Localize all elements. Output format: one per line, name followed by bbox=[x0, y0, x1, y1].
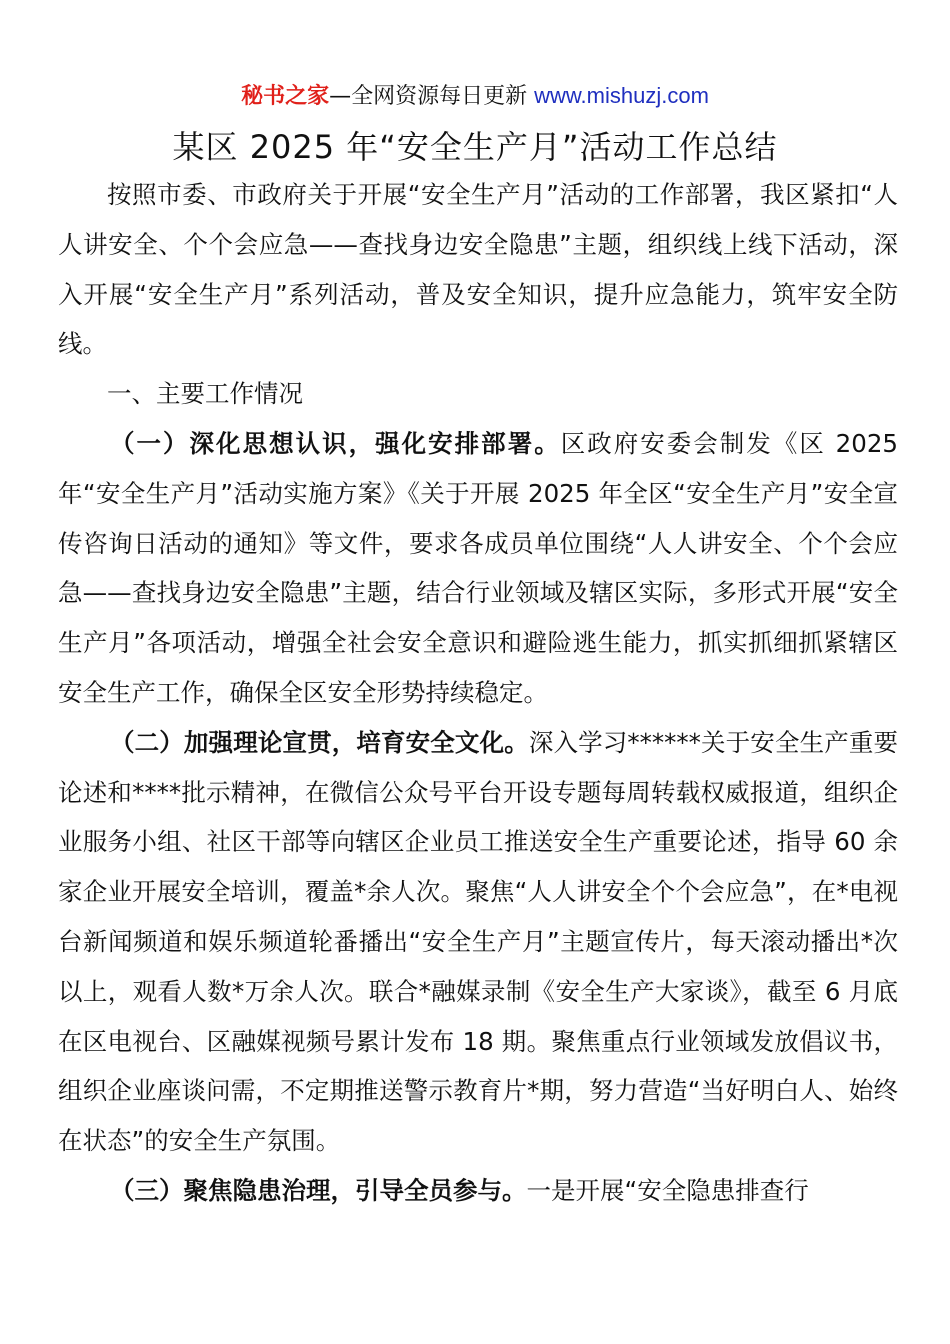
section-paragraph-1 bbox=[58, 419, 898, 718]
section-paragraph-3 bbox=[58, 1166, 898, 1216]
section-paragraph-2 bbox=[58, 718, 898, 1166]
paragraph-lead: （二）加强理论宣贯，培育安全文化。 bbox=[110, 727, 529, 757]
intro-paragraph bbox=[58, 170, 898, 369]
paragraph-text: 区政府安委会制发《区 2025 年“安全生产月”活动实施方案》《关于开展 2025 年全区“安全生产月”安全宣传咨询日活动的通知》等文件，要求各成员单位围绕“人人讲安全、个个会应急——查找身边安全隐患”主题，结合行业领域及辖区实际，多形式开展“安全生产月”各项活动，增强全社会安全意识和避险逃生能力，抓实抓细抓紧辖区安全生产工作，确保全区安全形势持续稳定。 bbox=[58, 428, 898, 707]
banner-tagline: —全网资源每日更新 bbox=[329, 84, 535, 109]
paragraph-lead: （三）聚焦隐患治理，引导全员参与。 bbox=[110, 1175, 527, 1205]
banner-site-url[interactable]: www.mishuzj.com bbox=[534, 83, 709, 108]
banner-brand: 秘书之家 bbox=[241, 84, 330, 109]
section-heading bbox=[58, 369, 898, 419]
site-banner bbox=[0, 80, 950, 113]
document-title: 某区 2025 年“安全生产月”活动工作总结 bbox=[172, 128, 778, 166]
paragraph-lead: （一）深化思想认识，强化安排部署。 bbox=[110, 428, 561, 458]
document-body bbox=[58, 170, 898, 1216]
paragraph-text: 按照市委、市政府关于开展“安全生产月”活动的工作部署，我区紧扣“人人讲安全、个个会应急——查找身边安全隐患”主题，组织线上线下活动，深入开展“安全生产月”系列活动，普及安全知识，提升应急能力，筑牢安全防线。 bbox=[58, 180, 898, 359]
paragraph-text: 深入学习******关于安全生产重要论述和****批示精神，在微信公众号平台开设专题每周转载权威报道，组织企业服务小组、社区干部等向辖区企业员工推送安全生产重要论述，指导 60 余家企业开展安全培训，覆盖*余人次。聚焦“人人讲安全个个会应急”，在*电视台新闻频道和娱乐频道轮番播出“安全生产月”主题宣传片，每天滚动播出*次以上，观看人数*万余人次。联合*融媒录制《安全生产大家谈》，截至 6 月底在区电视台、区融媒视频号累计发布 18 期。聚焦重点行业领域发放倡议书，组织企业座谈问需，不定期推送警示教育片*期，努力营造“当好明白人、始终在状态”的安全生产氛围。 bbox=[58, 727, 898, 1156]
paragraph-text: 一、主要工作情况 bbox=[107, 379, 303, 409]
paragraph-text: 一是开展“安全隐患排查行 bbox=[526, 1175, 809, 1205]
